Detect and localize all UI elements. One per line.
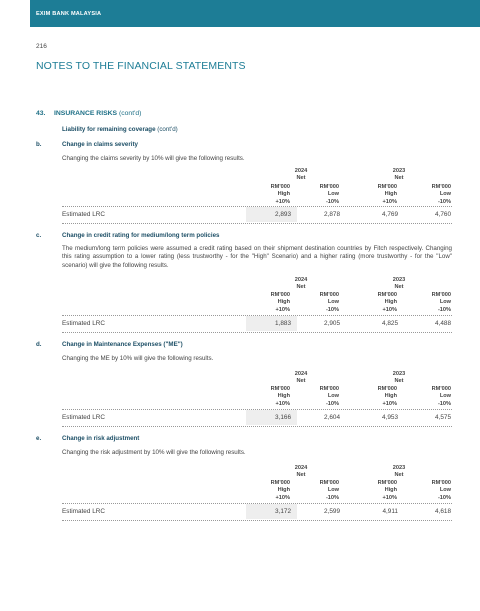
net-label: Net	[394, 175, 404, 181]
row-divider	[62, 223, 452, 224]
row-label: Estimated LRC	[62, 320, 105, 327]
scenario-label: High	[384, 393, 397, 400]
change-label: -10%	[437, 400, 451, 407]
part-title: Change in Maintenance Expenses ("ME")	[62, 341, 183, 348]
scenario-label: High	[277, 393, 290, 400]
unit-label: RM'000	[377, 184, 397, 190]
header-band	[30, 0, 480, 27]
unit-label: RM'000	[431, 292, 451, 298]
part-letter: d.	[36, 341, 42, 348]
change-label: +10%	[382, 400, 397, 407]
change-label: +10%	[382, 198, 397, 205]
scenario-label: Low	[439, 299, 451, 306]
change-label: -10%	[325, 494, 339, 501]
part-text: Changing the claims severity by 10% will give the following results.	[62, 155, 245, 162]
row-divider	[62, 332, 452, 333]
page-title: NOTES TO THE FINANCIAL STATEMENTS	[36, 60, 246, 72]
value-2024-low: 2,905	[324, 320, 340, 327]
change-label: +10%	[275, 306, 290, 313]
change-label: -10%	[325, 400, 339, 407]
part-title: Change in claims severity	[62, 141, 139, 148]
year-label: 2024	[294, 277, 308, 283]
net-label: Net	[296, 284, 306, 290]
unit-label: RM'000	[431, 184, 451, 190]
change-label: -10%	[437, 198, 451, 205]
unit-label: RM'000	[377, 292, 397, 298]
change-label: +10%	[382, 306, 397, 313]
subsection-title	[62, 126, 178, 133]
col-header-2024-high	[254, 386, 290, 408]
part-letter: c.	[36, 232, 42, 239]
col-header-2023-low	[415, 292, 451, 314]
col-header-2024-low	[303, 480, 339, 502]
col-header-2023-low	[415, 386, 451, 408]
row-label: Estimated LRC	[62, 508, 105, 515]
scenario-label: Low	[327, 191, 339, 198]
unit-label: RM'000	[377, 480, 397, 486]
unit-label: RM'000	[270, 386, 290, 392]
scenario-label: High	[384, 487, 397, 494]
col-header-2023-high	[361, 184, 397, 206]
part-text: Changing the ME by 10% will give the following results.	[62, 355, 214, 362]
year-2024	[281, 371, 321, 385]
year-label: 2023	[392, 371, 406, 377]
value-2023-low: 4,618	[435, 508, 451, 515]
scenario-label: Low	[327, 487, 339, 494]
year-label: 2024	[294, 168, 308, 174]
change-label: +10%	[382, 494, 397, 501]
scenario-label: High	[384, 299, 397, 306]
year-label: 2023	[392, 168, 406, 174]
part-letter: b.	[36, 141, 42, 148]
year-label: 2024	[294, 371, 308, 377]
scenario-label: Low	[327, 393, 339, 400]
scenario-label: High	[277, 487, 290, 494]
row-label: Estimated LRC	[62, 211, 105, 218]
year-2023	[379, 168, 419, 182]
value-2023-low: 4,575	[435, 414, 451, 421]
scenario-label: Low	[327, 299, 339, 306]
unit-label: RM'000	[270, 292, 290, 298]
value-2023-high: 4,953	[382, 414, 398, 421]
net-label: Net	[394, 472, 404, 478]
year-label: 2023	[392, 277, 406, 283]
section-number: 43.	[36, 110, 46, 117]
col-header-2023-high	[361, 292, 397, 314]
row-divider	[62, 520, 452, 521]
col-header-2024-low	[303, 184, 339, 206]
change-label: +10%	[275, 494, 290, 501]
year-2023	[379, 277, 419, 291]
value-2023-low: 4,760	[435, 211, 451, 218]
col-header-2024-high	[254, 292, 290, 314]
change-label: -10%	[325, 198, 339, 205]
scenario-label: High	[384, 191, 397, 198]
unit-label: RM'000	[319, 184, 339, 190]
unit-label: RM'000	[270, 480, 290, 486]
change-label: +10%	[275, 198, 290, 205]
value-2023-high: 4,769	[382, 211, 398, 218]
part-title: Change in credit rating for medium/long term policies	[62, 232, 220, 239]
unit-label: RM'000	[431, 386, 451, 392]
unit-label: RM'000	[270, 184, 290, 190]
subsection-title-suffix: (cont'd)	[157, 126, 178, 133]
scenario-label: Low	[439, 487, 451, 494]
col-header-2024-high	[254, 184, 290, 206]
year-2024	[281, 277, 321, 291]
page-number: 216	[36, 43, 47, 50]
col-header-2024-low	[303, 292, 339, 314]
scenario-label: High	[277, 299, 290, 306]
col-header-2024-high	[254, 480, 290, 502]
unit-label: RM'000	[319, 386, 339, 392]
value-2024-low: 2,599	[324, 508, 340, 515]
year-2023	[379, 371, 419, 385]
col-header-2023-high	[361, 386, 397, 408]
part-text: The medium/long term policies were assumed a credit rating based on their shipment destination countries by Fitch respectively. Changing this rating assumption to a lower rating (less trustworthy - for the "High" Scenario) and a higher rating (more trustworthy - for the "Low" scenario) will give the following results.	[62, 245, 452, 269]
row-label: Estimated LRC	[62, 414, 105, 421]
net-label: Net	[394, 284, 404, 290]
value-2024-high: 3,172	[275, 508, 291, 515]
section-title-suffix: (cont'd)	[118, 110, 142, 117]
value-2023-high: 4,825	[382, 320, 398, 327]
value-2024-high: 2,893	[275, 211, 291, 218]
part-text: Changing the risk adjustment by 10% will give the following results.	[62, 449, 246, 456]
unit-label: RM'000	[319, 480, 339, 486]
part-title: Change in risk adjustment	[62, 435, 140, 442]
col-header-2023-high	[361, 480, 397, 502]
change-label: -10%	[437, 494, 451, 501]
year-2023	[379, 465, 419, 479]
value-2023-high: 4,911	[382, 508, 398, 515]
row-divider	[62, 426, 452, 427]
net-label: Net	[296, 378, 306, 384]
brand-name: EXIM BANK MALAYSIA	[36, 11, 102, 17]
unit-label: RM'000	[431, 480, 451, 486]
unit-label: RM'000	[319, 292, 339, 298]
year-2024	[281, 465, 321, 479]
net-label: Net	[296, 472, 306, 478]
year-label: 2023	[392, 465, 406, 471]
change-label: -10%	[325, 306, 339, 313]
net-label: Net	[394, 378, 404, 384]
col-header-2024-low	[303, 386, 339, 408]
value-2024-low: 2,878	[324, 211, 340, 218]
value-2024-high: 3,166	[275, 414, 291, 421]
year-2024	[281, 168, 321, 182]
net-label: Net	[296, 175, 306, 181]
value-2023-low: 4,488	[435, 320, 451, 327]
scenario-label: High	[277, 191, 290, 198]
unit-label: RM'000	[377, 386, 397, 392]
value-2024-high: 1,883	[275, 320, 291, 327]
section-title-text: INSURANCE RISKS	[54, 110, 118, 117]
scenario-label: Low	[439, 393, 451, 400]
change-label: -10%	[437, 306, 451, 313]
subsection-title-text: Liability for remaining coverage	[62, 126, 156, 133]
col-header-2023-low	[415, 184, 451, 206]
part-letter: e.	[36, 435, 42, 442]
change-label: +10%	[275, 400, 290, 407]
scenario-label: Low	[439, 191, 451, 198]
value-2024-low: 2,604	[324, 414, 340, 421]
col-header-2023-low	[415, 480, 451, 502]
section-title	[54, 110, 141, 117]
year-label: 2024	[294, 465, 308, 471]
